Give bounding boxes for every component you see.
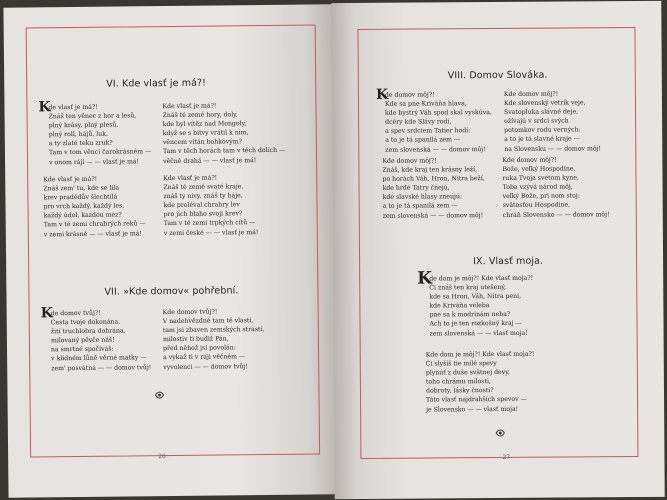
section-vii-title: VII. »Kde domov« pohřební.	[104, 285, 239, 298]
section-viii-title: VIII. Domov Slováka.	[447, 69, 548, 82]
verse-line: plynúť z duše svätnej devy,	[425, 369, 510, 377]
verse-line: zem slovenská — — domov môj!	[382, 211, 484, 220]
stanza-vi-1-left	[48, 102, 151, 167]
verse-line: a spev srdciem Tatier hodí:	[385, 127, 471, 136]
verse-line: a to je tá slavné kraje —	[504, 135, 580, 144]
verse-line: znáš ty nivy, znáš ty háje,	[163, 192, 243, 201]
ornament-icon	[494, 428, 506, 438]
verse-line: chráň Slovensko — — domov môj!	[502, 210, 610, 219]
verse-line: když se s bitvy vrátil k nim,	[162, 129, 249, 138]
verse-line: kde byl vítěz nad Mongoly,	[162, 120, 247, 129]
verse-line: de dom je môj?! Kde vlasť moja?!	[429, 274, 534, 283]
verse-line: Kde slovenský vetrík veje,	[503, 99, 586, 108]
verse-line: zem slovenská — — vlasť moja!	[429, 329, 528, 338]
stanza-ix-1	[429, 274, 533, 338]
verse-line: pro vrch každý, každý les,	[43, 202, 125, 211]
verse-line: Kde vlasť je má?!	[162, 102, 217, 111]
verse-line: Znáš té zemé hory, doly,	[162, 111, 238, 120]
stanza-viii-1-right	[504, 89, 601, 153]
verse-line: ožívajú v srdci svých	[504, 117, 569, 126]
verse-line: Znáš ten věnec z hor a lesů,	[48, 112, 137, 121]
verse-line: pro jich blaho svoji krev?	[163, 210, 243, 219]
verse-line: Kde domov tvůj?!	[162, 308, 218, 317]
stanza-vi-2-right	[163, 173, 258, 238]
verse-line: milovaný pěvče náš!	[50, 336, 115, 345]
verse-line: kde Kriváňa veleba	[429, 302, 490, 310]
verse-line: svätosťou Hospodine,	[502, 201, 571, 210]
verse-line: dcéry kde Slávy rodí,	[385, 118, 452, 127]
dropcap-ix: K	[417, 268, 433, 289]
verse-line: je Slovensko — — vlasť moja!	[426, 405, 519, 414]
verse-line: Tam v těch horách tam v těch dolích —	[162, 147, 286, 156]
page-number: 27	[502, 453, 511, 461]
verse-line: dobroty, lásky čnosti?	[425, 387, 494, 395]
verse-line: v klidném lůně věrné matky —	[51, 354, 147, 363]
verse-line: a to je tá spanilá zem —	[382, 202, 458, 211]
section-ix-title: IX. Vlasť moja.	[473, 255, 544, 268]
verse-line: V nadehvězdné tam tě vlasti,	[162, 317, 254, 326]
dropcap-vii: K	[40, 305, 53, 322]
verse-line: Znáš té zemé svaté kraje,	[163, 183, 244, 192]
left-page	[3, 4, 336, 497]
verse-line: Či znáš ten kraj utešený,	[429, 284, 507, 292]
verse-line: kde sa Hron, Váh, Nitra pení,	[429, 293, 522, 301]
verse-line: Kde vlasť je má?!	[163, 174, 218, 183]
verse-line: plný krásy, plný plesů,	[48, 121, 119, 130]
stanza-vii-left	[51, 308, 152, 373]
verse-line: v onom ráji — — vlasť je má!	[49, 157, 140, 166]
verse-line: plný roll, hájů, luk,	[48, 130, 108, 139]
verse-line: milostiv ti budiž Pán,	[162, 335, 229, 344]
verse-line: Kde dom je môj?! Kde vlasť moja?!	[425, 350, 535, 359]
verse-line: Táto vlasť najdrahších spevov —	[426, 396, 527, 404]
dropcap-viii: K	[375, 86, 389, 103]
verse-line: věncem vítán bohkovým?	[162, 138, 242, 147]
verse-line: Či slyšíš tie milé spevy	[425, 360, 497, 368]
verse-line: Tam v tom věnci čarokrásném —	[48, 148, 152, 157]
verse-line: v zemi krásné — — vlasť je má!	[43, 229, 142, 238]
verse-line: Znáš, kde kraj ten krásny leží,	[382, 166, 478, 174]
stanza-ix-2	[426, 350, 535, 414]
verse-line: de domov tvůj?!	[50, 309, 101, 318]
stanza-viii-2-right	[502, 155, 609, 219]
verse-line: Cesta tvoje dokonána,	[50, 318, 121, 327]
stanza-viii-2-left	[382, 156, 485, 220]
verse-line: na smrtné spočíváš:	[50, 345, 114, 354]
verse-line: každý údol, kazdou mez?	[43, 211, 122, 220]
verse-line: de domov môj?!	[384, 91, 435, 99]
ornament-icon	[153, 390, 165, 400]
verse-line: ruka Tvoja svetom kyne,	[502, 174, 580, 183]
verse-line: Kde domov môj?!	[503, 90, 559, 98]
verse-line: tam jsi zbaven zemských strastí,	[162, 326, 265, 335]
page-number: 26	[158, 453, 166, 461]
verse-line: před něhož jsi povolán:	[162, 344, 236, 353]
verse-line: na Slovensku — — domov môj!	[504, 144, 601, 153]
verse-line: a ty zlaté teku zruk?	[48, 139, 113, 148]
verse-line: kde bystrý Váh spod skal vyskúva,	[385, 109, 492, 117]
verse-line: kde slavské hlasy zneujú:	[382, 193, 463, 202]
stanza-viii-1-left	[385, 90, 492, 154]
verse-line: Kde domov môj?!	[382, 157, 437, 165]
stanza-vi-2-left	[43, 174, 146, 239]
verse-line: po horách Váh, Hron, Nitra beží,	[382, 175, 485, 183]
right-page	[331, 1, 664, 499]
verse-line: Kde domov môj?!	[502, 156, 557, 164]
verse-line: věčně drahá — — vlasť je má!	[163, 156, 257, 165]
verse-line: toho chrámu milosti,	[425, 378, 491, 386]
verse-line: kde proléval chrabry lev	[163, 201, 240, 210]
verse-line: a vykaž ti v ráji věčném —	[163, 353, 246, 362]
page-border-frame	[26, 24, 320, 457]
verse-line: zem' posvátná — — domov tvůj!	[51, 363, 152, 372]
verse-line: Tam v té zemi chrabrých reků —	[43, 220, 146, 229]
verse-line: Kde vlasť je má?!	[43, 175, 98, 184]
verse-line: Znáš zem' tu, kde se lila	[43, 184, 120, 193]
dropcap-vi: K	[38, 99, 51, 116]
verse-line: vyvolenci — — domov tvůj!	[163, 362, 248, 371]
verse-line: kde hrdé Tatry čnejú,	[382, 184, 450, 193]
verse-line: žití truchlobra dohrána,	[50, 327, 126, 336]
verse-line: Svatopluka slávné deje,	[504, 108, 579, 117]
verse-line: zem slovenská — — domov môj!	[385, 145, 486, 154]
verse-line: a to je tá spanilá zem —	[385, 136, 461, 145]
verse-line: krev pradědův šlechtilá	[43, 193, 118, 202]
verse-line: Kde sa pne Kriváňa hlava,	[384, 100, 467, 108]
verse-line: de vlasť je má?!	[48, 103, 98, 112]
verse-line: Bože, veľký Hospodine,	[502, 165, 576, 174]
stanza-vi-1-right	[162, 101, 285, 166]
verse-line: potomkov rodu verných:	[504, 126, 581, 135]
section-vi-title: VI. Kde vlasť je má?!	[106, 77, 207, 90]
verse-line: Tam v té zemi trpkých citů —	[163, 219, 256, 228]
verse-line: pne sa k modrinám neba?	[429, 311, 511, 319]
verse-line: Toba vzývá národ môj,	[502, 183, 573, 192]
verse-line: veľký Bože, pri nom stoj:	[502, 192, 580, 201]
stanza-vii-right	[163, 307, 265, 372]
verse-line: v zemi české — — vlasť je má!	[163, 228, 259, 237]
verse-line: Ach to je ten rozkošný kraj —	[429, 320, 522, 328]
